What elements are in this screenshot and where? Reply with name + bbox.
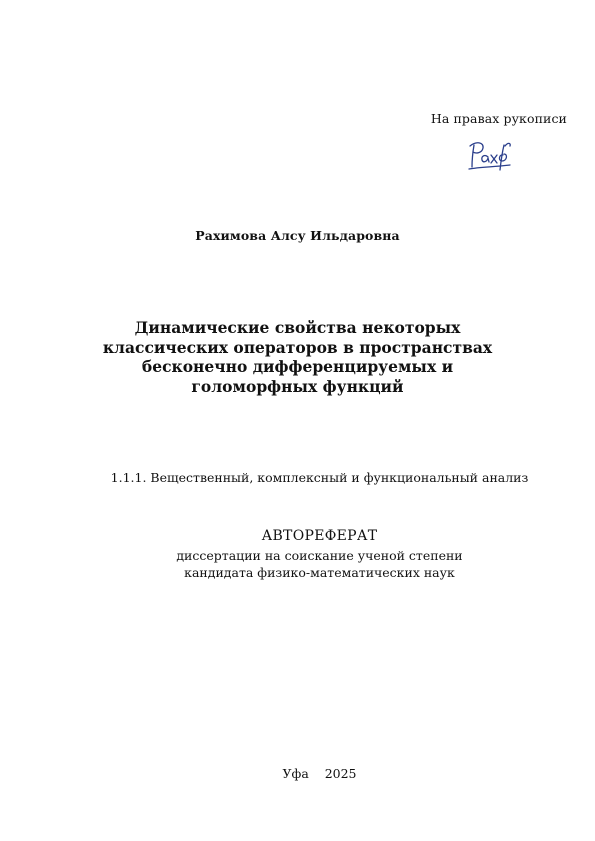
place-and-year	[0, 766, 595, 781]
city: Уфа	[282, 766, 309, 781]
title-line: классических операторов в пространствах	[102, 337, 493, 357]
document-type-heading: АВТОРЕФЕРАТ	[261, 528, 378, 544]
document-subtitle-line: кандидата физико-математических наук	[184, 565, 455, 580]
manuscript-rights-note: На правах рукописи	[430, 111, 567, 126]
title-line: Динамические свойства некоторых	[134, 318, 461, 337]
document-subtitle-line: диссертации на соискание ученой степени	[176, 548, 463, 563]
specialty-code: 1.1.1. Вещественный, комплексный и функциональный анализ	[110, 470, 529, 485]
author-name: Рахимова Алсу Ильдаровна	[195, 228, 400, 243]
year: 2025	[324, 766, 357, 781]
title-line: бесконечно дифференцируемых и	[141, 357, 454, 376]
dissertation-title	[80, 318, 515, 396]
title-line: голоморфных функций	[191, 376, 404, 396]
author-signature	[466, 137, 514, 173]
